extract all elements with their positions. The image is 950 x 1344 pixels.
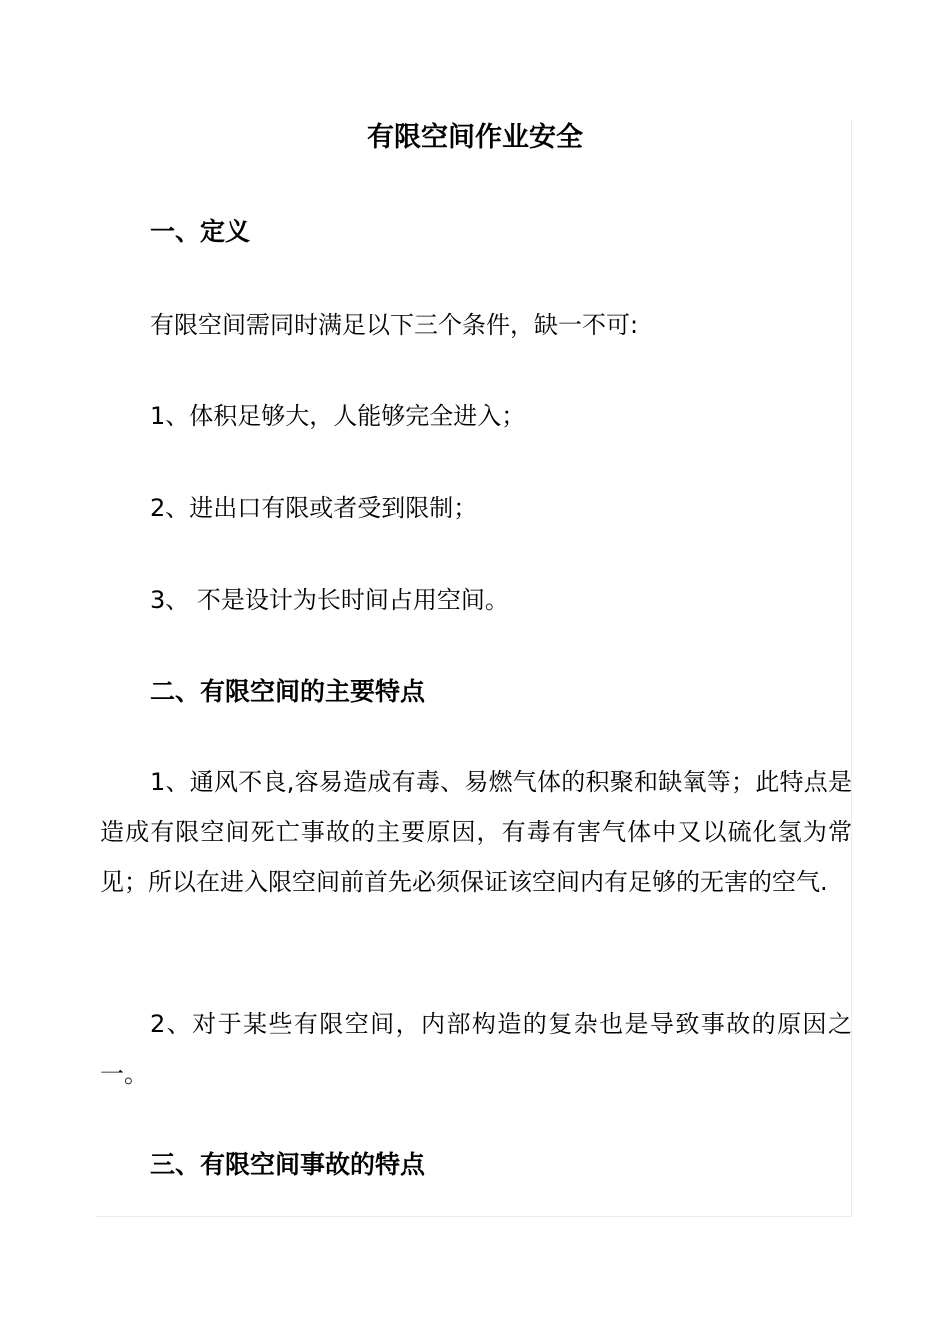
- definition-item-1: 1、体积足够大，人能够完全进入；: [150, 402, 526, 430]
- definition-intro: 有限空间需同时满足以下三个条件，缺一不可:: [150, 311, 639, 339]
- definition-item-3: 3、 不是设计为长时间占用空间。: [150, 586, 509, 614]
- section-heading-features: 二、有限空间的主要特点: [150, 677, 426, 706]
- section-heading-accident-features: 三、有限空间事故的特点: [150, 1150, 426, 1179]
- document-title: 有限空间作业安全: [367, 122, 583, 153]
- section-heading-definition: 一、定义: [150, 217, 251, 246]
- features-paragraph-2: 2、对于某些有限空间，内部构造的复杂也是导致事故的原因之一。: [100, 1010, 852, 1088]
- definition-item-2: 2、进出口有限或者受到限制；: [150, 494, 478, 522]
- features-paragraph-1: 1、通风不良,容易造成有毒、易燃气体的积聚和缺氧等；此特点是造成有限空间死亡事故的主要原因，有毒有害气体中又以硫化氢为常见；所以在进入限空间前首先必须保证该空间内有足够的无害的空气.: [100, 768, 852, 896]
